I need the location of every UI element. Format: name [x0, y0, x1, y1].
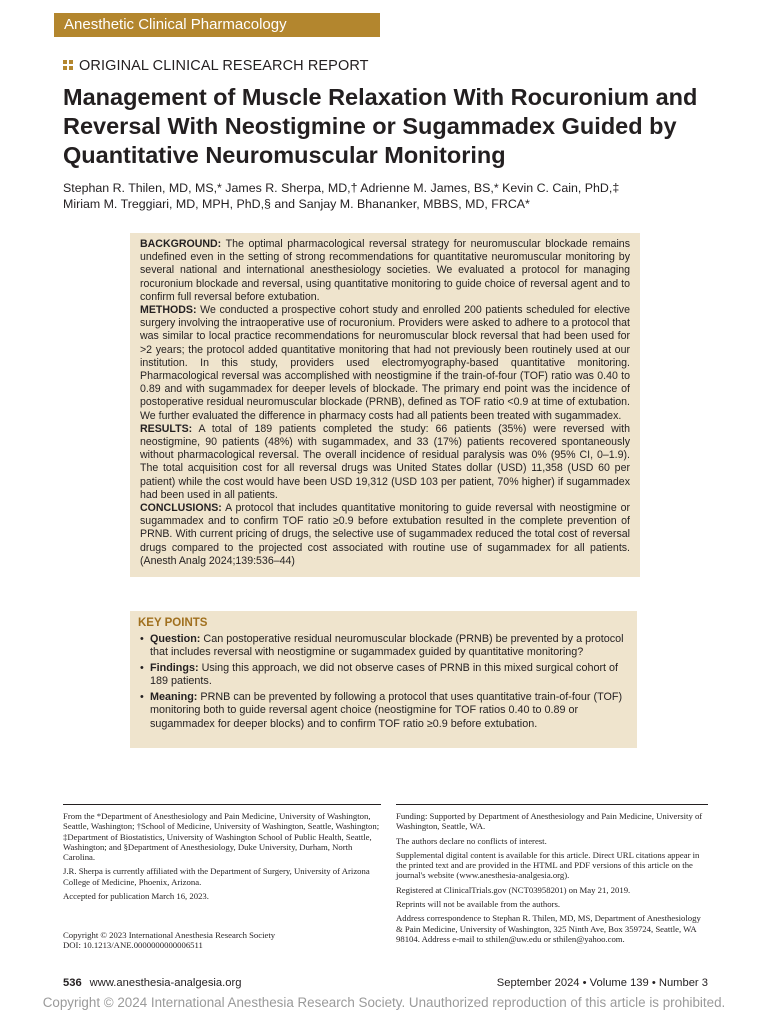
authors-line-2: Miriam M. Treggiari, MD, MPH, PhD,§ and Sanjay M. Bhananker, MBBS, MD, FRCA* — [63, 197, 530, 211]
footnotes-left-bottom — [63, 930, 381, 951]
abstract-conclusions — [140, 502, 630, 568]
footnote-divider-right — [396, 804, 708, 805]
abstract-methods-text: We conducted a prospective cohort study and enrolled 200 patients scheduled for elective surgery involving the intraoperative use of rocuronium. Providers were asked to adhere to a protocol that was similar to local practice recommendations for neuromuscular block reversal that had been used for >2 years; the protocol added quantitative monitoring that had not previously been routinely used at our institution. In this study, providers used electromyography-based quantitative monitoring. Pharmacological reversal was accomplished with neostigmine if the train-of-four (TOF) ratio was 0.40 to 0.89 and with sugammadex for deeper levels of blockade. The primary end point was the incidence of postoperative residual neuromuscular blockade (PRNB), defined as TOF ratio <0.9 at time of extubation. We further evaluated the difference in pharmacy costs had all patients been treated with sugammadex. — [140, 304, 630, 422]
doi-line: DOI: 10.1213/ANE.0000000000006511 — [63, 940, 203, 951]
correspondence-note: Address correspondence to Stephan R. Thilen, MD, MS, Department of Anesthesiology & Pain Medicine, University of Washington, 325 Ninth Ave, Box 359724, Seattle, WA 98104. Address e-mail to sthilen@uw.edu or sthilen@yahoo.com. — [396, 913, 701, 944]
key-point-label: Findings: — [150, 661, 199, 674]
abstract-results — [140, 423, 630, 502]
abstract-background-text: The optimal pharmacological reversal strategy for neuromuscular blockade remains undefined even in the setting of strong recommendations for quantitative neuromuscular monitoring by several national and international anesthesiology societies. We evaluated a protocol for managing rocuronium blockade and reversal, using quantitative monitoring to guide choice of reversal agent and to confirm full reversal before extubation. — [140, 238, 630, 303]
key-point-text: Using this approach, we did not observe cases of PRNB in this mixed surgical cohort of 189 patients. — [150, 661, 619, 687]
key-point-findings — [138, 662, 629, 689]
abstract-conclusions-text: A protocol that includes quantitative monitoring to guide reversal with neostigmine or sugammadex and to confirm TOF ratio ≥0.9 before extubation resulted in the complete prevention of PRNB. With current pricing of drugs, the selective use of sugammadex reduced the total cost of reversal drugs compared to the projected cost associated with routine use of sugammadex for all patients. (Anesth Analg 2024;139:536–44) — [140, 502, 631, 567]
supplemental-note: Supplemental digital content is available for this article. Direct URL citations appear in the printed text and are provided in the HTML and PDF versions of this article on the journal's website (www.anesthesia-analgesia.org). — [396, 849, 700, 881]
abstract-methods-label: METHODS: — [140, 304, 197, 317]
abstract-box — [130, 233, 640, 577]
report-type-icon — [63, 60, 73, 70]
abstract-methods — [140, 304, 630, 423]
page-number: 536 — [63, 977, 82, 989]
section-banner: Anesthetic Clinical Pharmacology — [54, 13, 380, 37]
authors-line-1: Stephan R. Thilen, MD, MS,* James R. Sherpa, MD,† Adrienne M. James, BS,* Kevin C. Cain, PhD,‡ — [63, 181, 620, 195]
abstract-conclusions-label: CONCLUSIONS: — [140, 502, 222, 515]
journal-website[interactable]: www.anesthesia-analgesia.org — [89, 977, 242, 989]
report-type-label: ORIGINAL CLINICAL RESEARCH REPORT — [79, 58, 369, 74]
copyright-line: Copyright © 2023 International Anesthesia Research Society — [63, 930, 276, 940]
abstract-background-label: BACKGROUND: — [140, 238, 222, 250]
key-point-label: Meaning: — [150, 690, 198, 703]
copyright-notice: Copyright © 2024 International Anesthesia Research Society. Unauthorized reproduction of this article is prohibited. — [42, 995, 726, 1010]
issue-info: September 2024 • Volume 139 • Number 3 — [496, 977, 708, 989]
key-point-text: Can postoperative residual neuromuscular blockade (PRNB) be prevented by a protocol that includes reversal with neostigmine or sugammadex guided by quantitative monitoring? — [150, 632, 624, 658]
key-points-list — [138, 633, 629, 732]
abstract-results-text: A total of 189 patients completed the study: 66 patients (35%) were reversed with neostigmine, 90 patients (48%) with sugammadex, and 33 (17%) patients recovered spontaneously without pharmacological reversal. The overall incidence of residual paralysis was 0% (95% CI, 0–1.9). The total acquisition cost for all reversal drugs was United States dollar (USD) 11,358 (USD 60 per patient) while the cost would have been USD 19,312 (USD 103 per patient, 70% higher) if sugammadex had been used in all patients. — [140, 422, 630, 501]
key-points-heading: KEY POINTS — [138, 617, 208, 629]
affiliations-note: From the *Department of Anesthesiology and Pain Medicine, University of Washington, Seattle, Washington; †School of Medicine, University of Washington, Seattle, Washington; ‡Department of Biostatistics, University of Washington School of Public Health, Seattle, Washington; and §Department of Anesthesiology, Duke University, Durham, North Carolina. — [63, 811, 380, 863]
key-points-box — [130, 611, 637, 748]
key-point-question — [138, 633, 629, 660]
conflicts-note: The authors declare no conflicts of interest. — [396, 835, 547, 846]
reprints-note: Reprints will not be available from the authors. — [396, 899, 561, 910]
abstract-background — [140, 238, 630, 304]
accepted-date: Accepted for publication March 16, 2023. — [63, 891, 209, 902]
article-title: Management of Muscle Relaxation With Rocuronium and Reversal With Neostigmine or Sugammadex Guided by Quantitative Neuromuscular Monitoring — [63, 84, 698, 168]
key-point-meaning — [138, 691, 629, 732]
key-point-label: Question: — [150, 632, 201, 645]
affiliation-update-note: J.R. Sherpa is currently affiliated with the Department of Surgery, University of Arizona College of Medicine, Phoenix, Arizona. — [63, 866, 370, 887]
footnotes-right — [396, 811, 708, 948]
footnote-divider-left — [63, 804, 381, 805]
registration-note: Registered at ClinicalTrials.gov (NCT03958201) on May 21, 2019. — [396, 884, 631, 895]
report-type — [63, 58, 369, 74]
footer-left — [63, 977, 241, 989]
funding-note: Funding: Supported by Department of Anesthesiology and Pain Medicine, University of Washington, Seattle, WA. — [396, 811, 703, 832]
key-point-text: PRNB can be prevented by following a protocol that uses quantitative train-of-four (TOF) monitoring both to guide reversal agent choice (neostigmine for TOF ratios 0.40 to 0.89 or sugammadex for deeper blocks) and to confirm TOF ratio ≥0.9 before extubation. — [150, 690, 623, 730]
abstract-results-label: RESULTS: — [140, 422, 193, 435]
footnotes-left — [63, 811, 381, 905]
author-list — [63, 180, 723, 212]
